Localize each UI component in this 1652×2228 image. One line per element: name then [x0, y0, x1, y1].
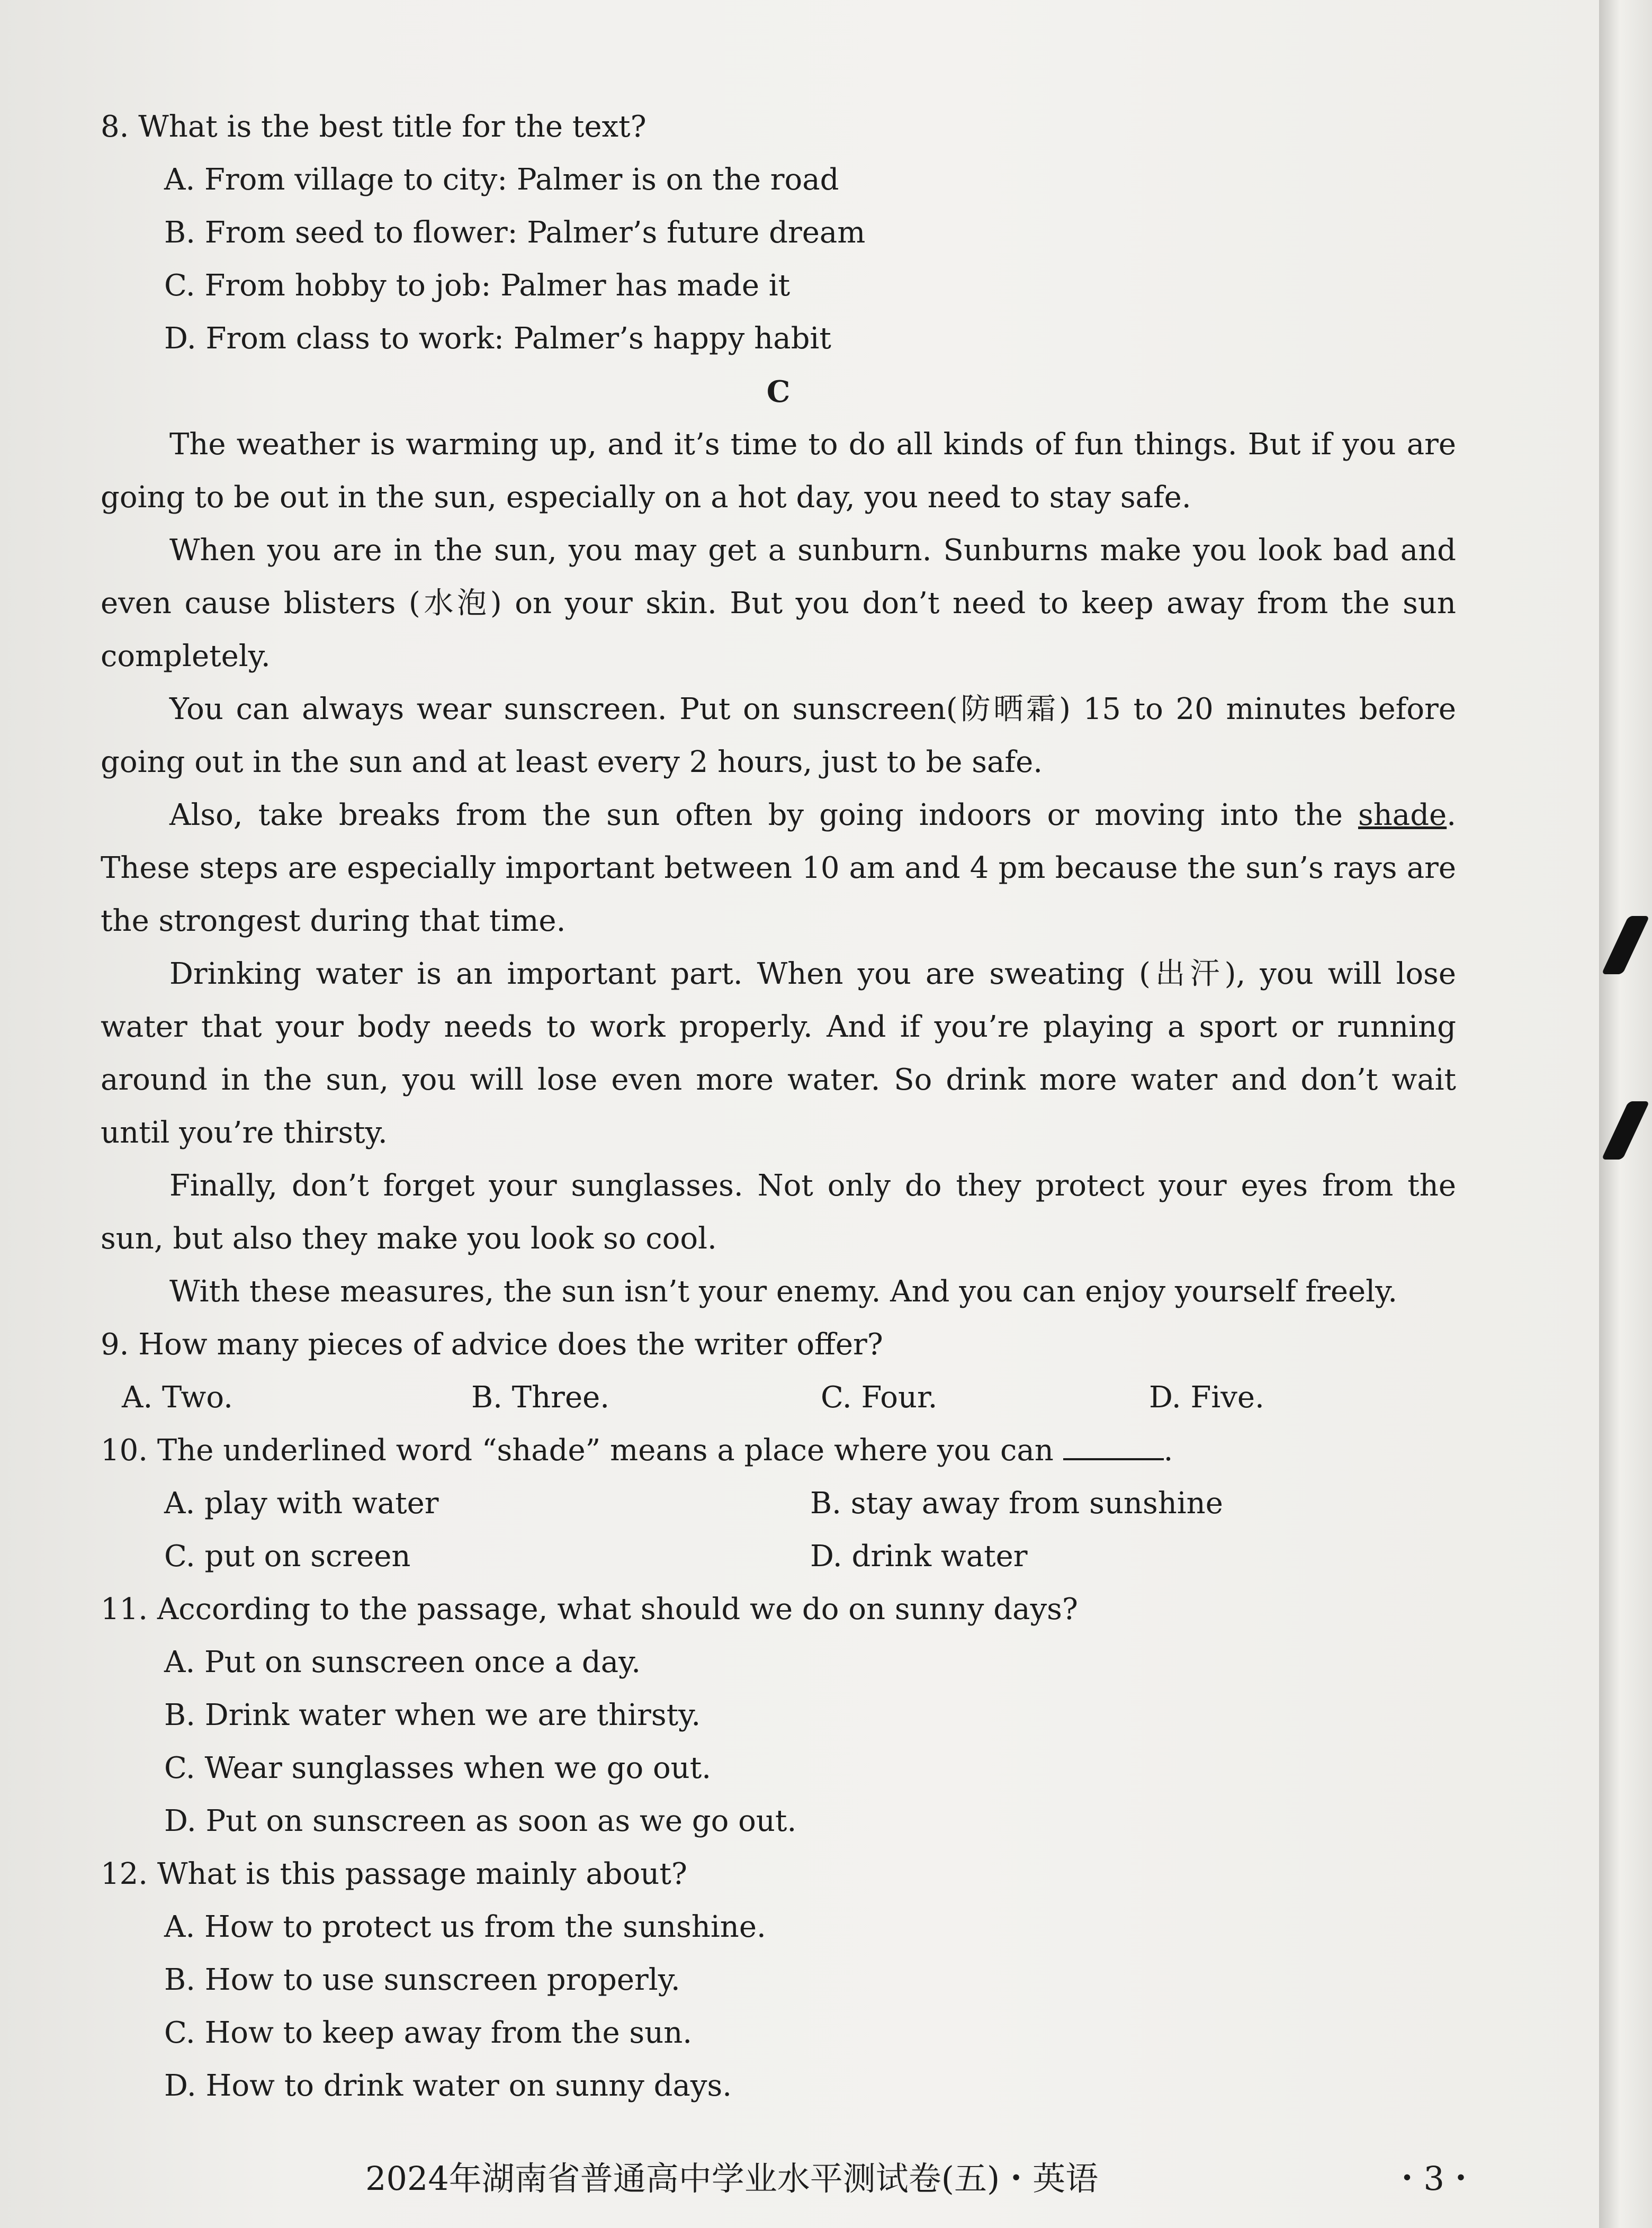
- option-a: A. How to protect us from the sunshine.: [164, 1910, 766, 1944]
- ink-mark: [1601, 1101, 1649, 1160]
- option-d: D. drink water: [810, 1539, 1028, 1574]
- paragraph: With these measures, the sun isn’t your enemy. And you can enjoy yourself freely.: [169, 1274, 1398, 1309]
- question-end: .: [1163, 1433, 1173, 1468]
- option-d: D. Five.: [1149, 1380, 1264, 1415]
- paragraph: Finally, don’t forget your sunglasses. Not only do they protect your eyes from the sun, but also they make you look so cool.: [101, 1169, 1456, 1256]
- option-b: B. stay away from sunshine: [810, 1486, 1223, 1521]
- question-9: [101, 1318, 1456, 1424]
- option-d: D. How to drink water on sunny days.: [164, 2069, 732, 2103]
- question-stem: 11. According to the passage, what should we do on sunny days?: [101, 1592, 1078, 1627]
- question-stem: 12. What is this passage mainly about?: [101, 1857, 687, 1891]
- option-a: A. Put on sunscreen once a day.: [164, 1645, 641, 1679]
- options-grid: [164, 1477, 1456, 1583]
- underlined-word: shade: [1358, 798, 1447, 832]
- passage-c: [101, 418, 1456, 1318]
- page-number: ・3・: [1390, 2159, 1477, 2198]
- question-10: [101, 1424, 1456, 1583]
- paragraph: You can always wear sunscreen. Put on sunscreen(防晒霜) 15 to 20 minutes before going out in the sun and at least every 2 hours, just to be safe.: [101, 692, 1456, 779]
- page-edge: [1599, 0, 1652, 2228]
- option-b: B. Three.: [471, 1380, 610, 1415]
- page-footer: [365, 2155, 1477, 2203]
- question-stem: 8. What is the best title for the text?: [101, 110, 647, 144]
- option-a: A. From village to city: Palmer is on the road: [164, 163, 839, 197]
- question-stem: [101, 1424, 1456, 1477]
- option-c: C. How to keep away from the sun.: [164, 2016, 693, 2050]
- question-8: [101, 101, 1456, 365]
- section-title: C: [766, 374, 791, 409]
- question-12: [101, 1848, 1456, 2113]
- option-b: B. From seed to flower: Palmer’s future dream: [164, 215, 866, 250]
- paragraph: Drinking water is an important part. When you are sweating (出汗), you will lose water that your body needs to work properly. And if you’re playing a sport or running around in the sun, you will lose even more water. So drink more water and don’t wait until you’re thirsty.: [101, 957, 1456, 1150]
- question-stem: 9. How many pieces of advice does the writer offer?: [101, 1327, 883, 1362]
- option-c: C. put on screen: [164, 1539, 411, 1574]
- option-a: A. play with water: [164, 1486, 439, 1521]
- option-b: B. Drink water when we are thirsty.: [164, 1698, 701, 1732]
- ink-mark: [1601, 916, 1649, 974]
- option-b: B. How to use sunscreen properly.: [164, 1963, 680, 1997]
- option-d: D. From class to work: Palmer’s happy habit: [164, 321, 831, 356]
- question-11: [101, 1583, 1456, 1848]
- option-c: C. Four.: [821, 1380, 938, 1415]
- paragraph: [101, 789, 1456, 948]
- option-c: C. From hobby to job: Palmer has made it: [164, 268, 791, 303]
- paragraph: When you are in the sun, you may get a sunburn. Sunburns make you look bad and even cause blisters (水泡) on your skin. But you don’t need to keep away from the sun completely.: [101, 533, 1456, 673]
- question-text: 10. The underlined word “shade” means a place where you can: [101, 1433, 1054, 1468]
- option-d: D. Put on sunscreen as soon as we go out.: [164, 1804, 797, 1838]
- answer-blank: [1063, 1426, 1164, 1460]
- paragraph: The weather is warming up, and it’s time to do all kinds of fun things. But if you are going to be out in the sun, especially on a hot day, you need to stay safe.: [101, 427, 1456, 515]
- exam-content: [101, 101, 1456, 2113]
- paragraph-text: . These steps are especially important between 10 am and 4 pm because the sun’s rays are the strongest during that time.: [101, 798, 1456, 938]
- options-row: [122, 1371, 1456, 1424]
- exam-title: 2024年湖南省普通高中学业水平测试卷(五)・英语: [365, 2159, 1099, 2198]
- paragraph-text: Also, take breaks from the sun often by going indoors or moving into the: [169, 798, 1358, 832]
- option-a: A. Two.: [122, 1380, 233, 1415]
- option-c: C. Wear sunglasses when we go out.: [164, 1751, 712, 1785]
